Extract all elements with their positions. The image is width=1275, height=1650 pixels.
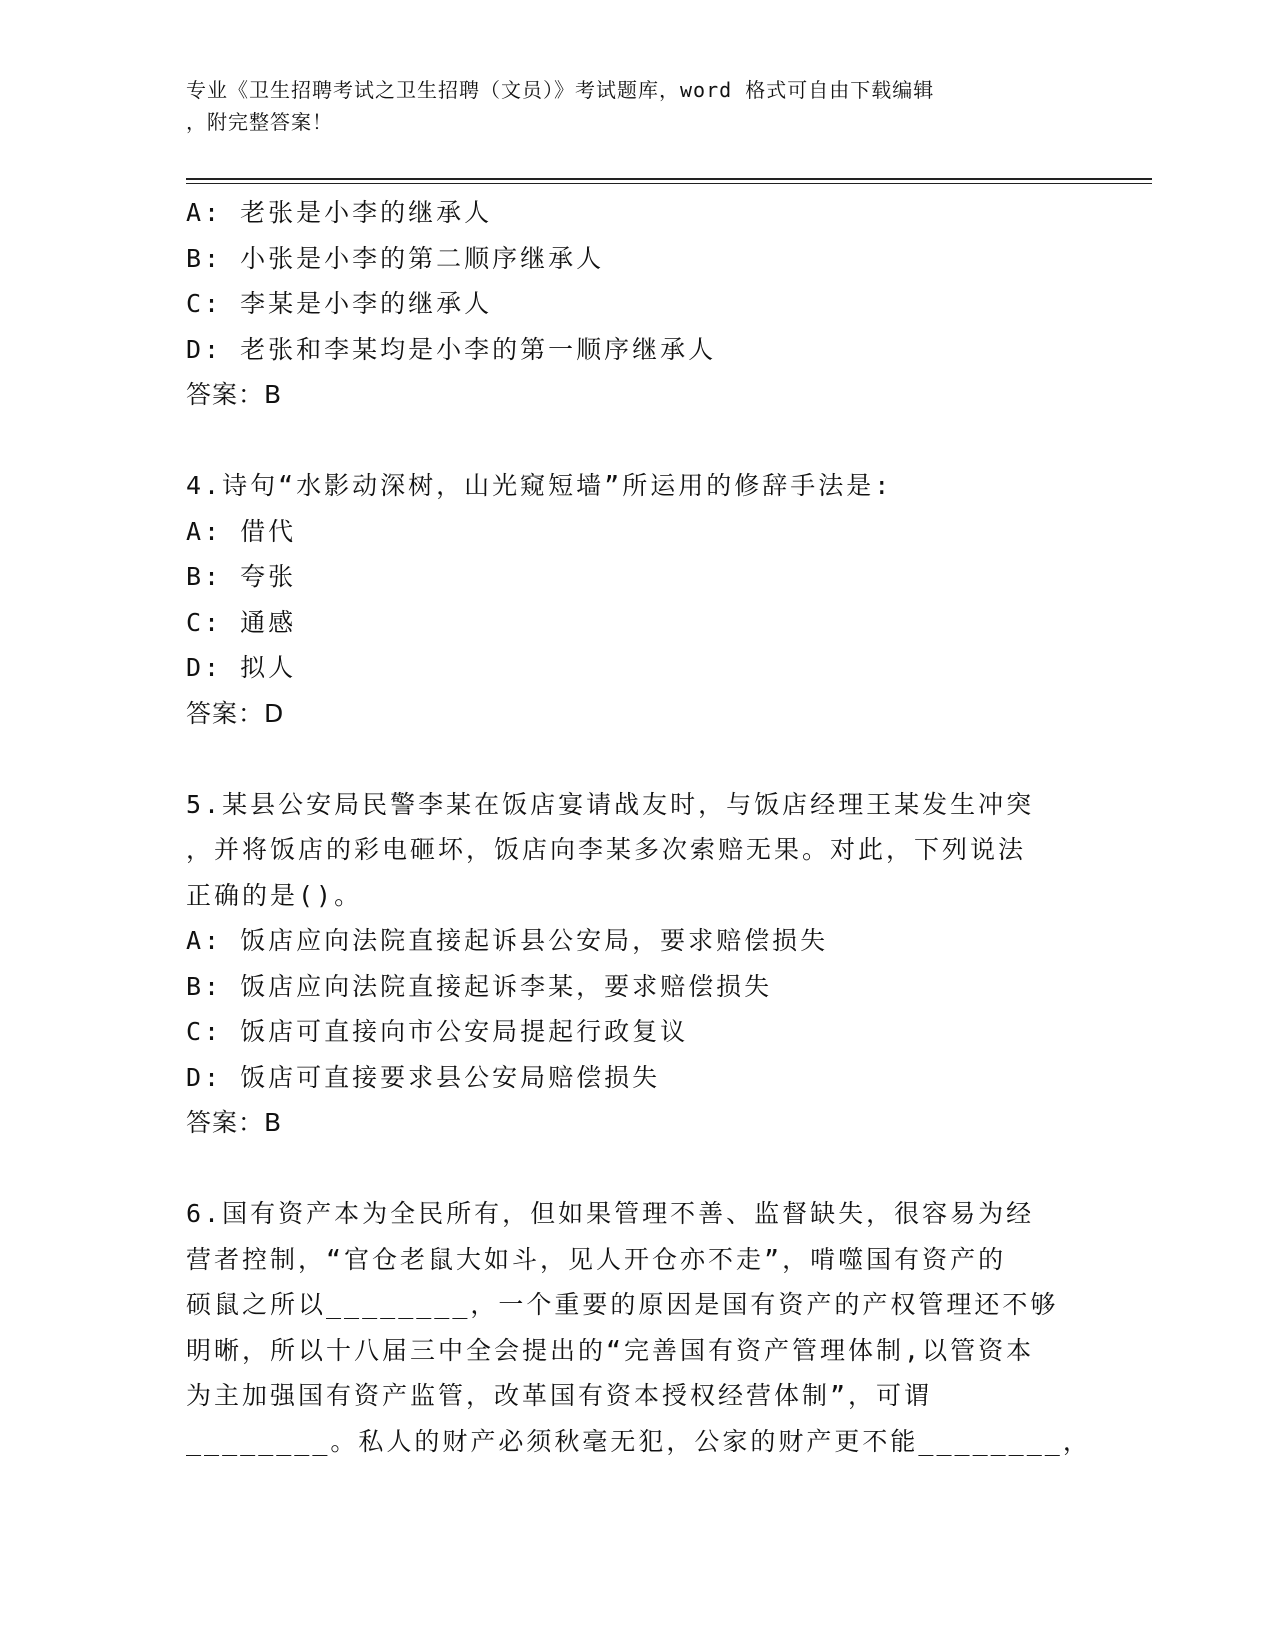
option-a: A: 饭店应向法院直接起诉县公安局，要求赔偿损失	[186, 926, 829, 955]
answer-line: 答案：D	[186, 698, 285, 728]
option-c: C: 通感	[186, 607, 297, 637]
option-b: B: 饭店应向法院直接起诉李某，要求赔偿损失	[186, 971, 773, 1001]
question-6	[186, 1191, 1091, 1464]
header-line-1: 专业《卫生招聘考试之卫生招聘（文员）》考试题库，word 格式可自由下载编辑	[186, 78, 935, 102]
question-3	[186, 190, 1086, 418]
question-stem-line: 为主加强国有资产监管，改革国有资本授权经营体制”，可谓	[186, 1381, 933, 1410]
question-stem-line: ________。私人的财产必须秋毫无犯，公家的财产更不能________，	[186, 1426, 1091, 1456]
question-stem-line: 硕鼠之所以________，一个重要的原因是国有资产的产权管理还不够	[186, 1290, 1059, 1319]
option-c: C: 李某是小李的继承人	[186, 289, 493, 318]
header-divider-thin	[186, 183, 1152, 184]
question-stem-line: ，并将饭店的彩电砸坏，饭店向李某多次索赔无果。对此，下列说法	[186, 835, 1027, 864]
question-stem-line: 5.某县公安局民警李某在饭店宴请战友时，与饭店经理王某发生冲突	[186, 789, 1035, 819]
spacer	[186, 1146, 1086, 1192]
question-stem-line: 正确的是()。	[186, 880, 363, 910]
option-d: D: 老张和李某均是小李的第一顺序继承人	[186, 334, 717, 364]
option-b: B: 小张是小李的第二顺序继承人	[186, 243, 605, 273]
spacer	[186, 736, 1086, 782]
question-stem-line: 明晰，所以十八届三中全会提出的“完善国有资产管理体制,以管资本	[186, 1335, 1035, 1365]
question-5	[186, 782, 1086, 1146]
answer-line: 答案：B	[186, 1108, 283, 1137]
option-d: D: 拟人	[186, 653, 297, 682]
document-body	[186, 190, 1091, 1464]
question-4	[186, 463, 1086, 736]
header-divider-thick	[186, 178, 1152, 180]
question-stem: 4.诗句“水影动深树，山光窥短墙”所运用的修辞手法是:	[186, 471, 893, 500]
option-d: D: 饭店可直接要求县公安局赔偿损失	[186, 1062, 661, 1092]
question-stem-line: 营者控制，“官仓老鼠大如斗，见人开仓亦不走”，啃噬国有资产的	[186, 1244, 1007, 1274]
option-a: A: 老张是小李的继承人	[186, 198, 493, 227]
option-b: B: 夸张	[186, 562, 297, 591]
spacer	[186, 418, 1086, 464]
document-header	[186, 74, 1086, 138]
question-stem-line: 6.国有资产本为全民所有，但如果管理不善、监督缺失，很容易为经	[186, 1199, 1035, 1228]
header-line-2: ，附完整答案！	[186, 110, 333, 134]
answer-line: 答案：B	[186, 380, 283, 409]
option-c: C: 饭店可直接向市公安局提起行政复议	[186, 1017, 689, 1046]
option-a: A: 借代	[186, 516, 297, 546]
